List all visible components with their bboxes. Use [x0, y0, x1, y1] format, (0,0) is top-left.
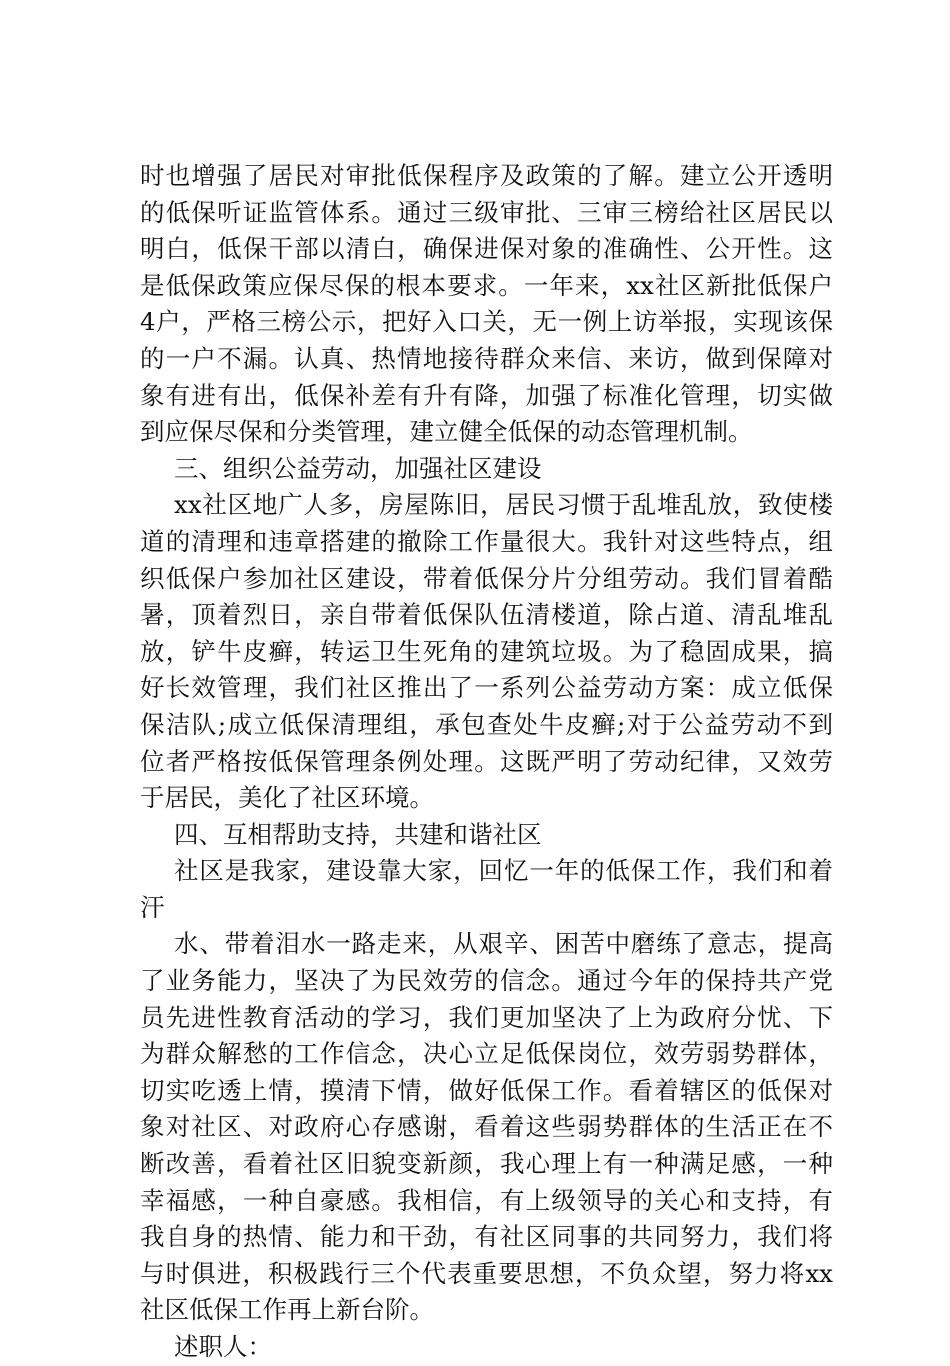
paragraph-reflection — [140, 926, 833, 1329]
text-line: 与时俱进，积极践行三个代表重要思想，不负众望，努力将xx — [140, 1258, 833, 1288]
text-line: 水、带着泪水一路走来，从艰辛、困苦中磨练了意志，提高 — [174, 929, 833, 959]
section-heading-3: 三、组织公益劳动，加强社区建设 — [174, 453, 542, 483]
signature-label: 述职人： — [174, 1332, 272, 1361]
paragraph-low-income-supervision — [140, 158, 833, 451]
text-line: 象有进有出，低保补差有升有降，加强了标准化管理，切实做 — [140, 380, 833, 410]
text-line: 放，铲牛皮癣，转运卫生死角的建筑垃圾。为了稳固成果，搞 — [140, 636, 833, 666]
text-line: 位者严格按低保管理条例处理。这既严明了劳动纪律，又效劳 — [140, 746, 833, 776]
text-line: 道的清理和违章搭建的撤除工作量很大。我针对这些特点，组 — [140, 526, 833, 556]
text-line: 为群众解愁的工作信念，决心立足低保岗位，效劳弱势群体， — [140, 1039, 833, 1069]
text-line: xx社区地广人多，房屋陈旧，居民习惯于乱堆乱放，致使楼 — [174, 490, 833, 520]
text-line: 暑，顶着烈日，亲自带着低保队伍清楼道，除占道、清乱堆乱 — [140, 600, 833, 630]
text-line: 好长效管理，我们社区推出了一系列公益劳动方案：成立低保 — [140, 673, 833, 703]
text-line: 保洁队;成立低保清理组，承包查处牛皮癣;对于公益劳动不到 — [140, 709, 833, 739]
text-line: 4户，严格三榜公示，把好入口关，无一例上访举报，实现该保 — [140, 307, 833, 337]
text-line: 于居民，美化了社区环境。 — [140, 783, 434, 813]
text-line: 幸福感，一种自豪感。我相信，有上级领导的关心和支持，有 — [140, 1185, 833, 1215]
text-line: 汗 — [140, 892, 165, 922]
text-line: 的一户不漏。认真、热情地接待群众来信、来访，做到保障对 — [140, 343, 833, 373]
section-heading-4: 四、互相帮助支持，共建和谐社区 — [174, 819, 542, 849]
text-line: 明白，低保干部以清白，确保进保对象的准确性、公开性。这 — [140, 234, 833, 264]
text-line: 断改善，看着社区旧貌变新颜，我心理上有一种满足感，一种 — [140, 1149, 833, 1179]
paragraph-community-home — [140, 853, 833, 926]
text-line: 时也增强了居民对审批低保程序及政策的了解。建立公开透明 — [140, 161, 833, 190]
text-line: 我自身的热情、能力和干劲，有社区同事的共同努力，我们将 — [140, 1222, 833, 1252]
text-line: 织低保户参加社区建设，带着低保分片分组劳动。我们冒着酷 — [140, 563, 833, 593]
paragraph-public-labor — [140, 487, 833, 816]
text-line: 切实吃透上情，摸清下情，做好低保工作。看着辖区的低保对 — [140, 1075, 833, 1105]
text-line: 了业务能力，坚决了为民效劳的信念。通过今年的保持共产党 — [140, 966, 833, 996]
text-line: 社区低保工作再上新台阶。 — [140, 1295, 434, 1325]
text-line: 社区是我家，建设靠大家，回忆一年的低保工作，我们和着 — [174, 856, 833, 886]
text-line: 的低保听证监管体系。通过三级审批、三审三榜给社区居民以 — [140, 197, 833, 227]
document-page — [140, 158, 833, 1366]
text-line: 到应保尽保和分类管理，建立健全低保的动态管理机制。 — [140, 417, 753, 447]
text-line: 是低保政策应保尽保的根本要求。一年来，xx社区新批低保户 — [140, 270, 833, 300]
text-line: 象对社区、对政府心存感谢，看着这些弱势群体的生活正在不 — [140, 1112, 833, 1142]
text-line: 员先进性教育活动的学习，我们更加坚决了上为政府分忧、下 — [140, 1002, 833, 1032]
